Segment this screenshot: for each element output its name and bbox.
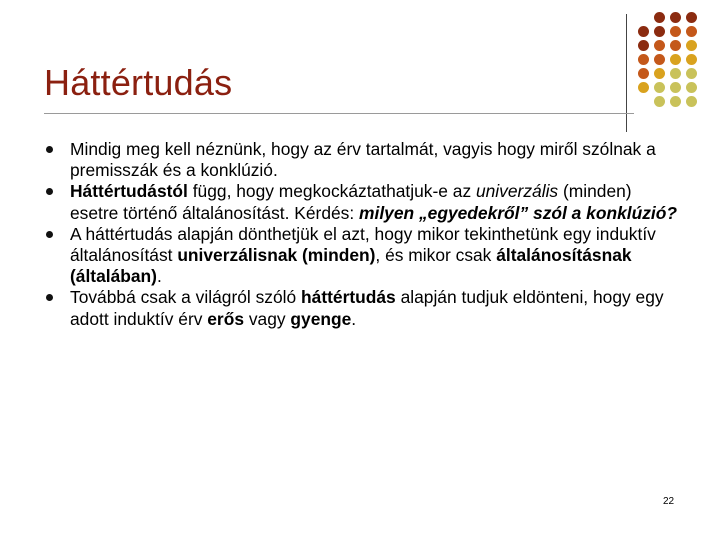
bullet-text-segment: Mindig meg kell néznünk, hogy az érv tartalmát, vagyis hogy miről szólnak a premisszák és a konklúzió. (70, 139, 656, 181)
bullet-marker-icon (46, 188, 53, 195)
bullet-text-segment: alapján tudjuk eldönteni, hogy egy adott induktív érv (70, 287, 664, 329)
decor-dot (654, 96, 665, 107)
decor-dot (670, 26, 681, 37)
decor-dot (670, 54, 681, 65)
decor-dot (654, 68, 665, 79)
decor-dot (654, 26, 665, 37)
bullet-item (44, 224, 684, 288)
decor-dot (686, 26, 697, 37)
decor-dot (686, 96, 697, 107)
bullet-text-segment: univerzális (475, 181, 559, 202)
decor-dot (670, 12, 681, 23)
decor-dot (686, 54, 697, 65)
decor-dot (686, 40, 697, 51)
bullet-text-segment: Továbbá csak a világról szóló (70, 287, 302, 308)
bullet-text-segment: Háttértudástól (70, 181, 188, 202)
page-number: 22 (663, 496, 675, 507)
decor-dot (670, 82, 681, 93)
decor-dot (638, 82, 649, 93)
decor-dot (638, 68, 649, 79)
decor-dot (670, 96, 681, 107)
decor-dot (654, 12, 665, 23)
decor-dot (686, 82, 697, 93)
decor-dot (686, 68, 697, 79)
slide-title: Háttértudás (44, 62, 233, 103)
bullet-text-segment: , és mikor csak (375, 245, 497, 266)
bullet-list (44, 139, 684, 330)
decor-vertical-line (626, 14, 627, 132)
bullet-text-segment: vagy (244, 308, 291, 329)
bullet-text-segment: gyenge (290, 308, 352, 329)
decor-dot (654, 54, 665, 65)
bullet-text-segment: általánosításnak (általában) (70, 245, 632, 287)
decor-dot (670, 68, 681, 79)
bullet-text-segment: milyen „egyedekről” szól a konklúzió? (359, 202, 677, 223)
title-divider (44, 113, 634, 114)
decor-dot (638, 40, 649, 51)
bullet-text-segment: . (156, 266, 162, 287)
decor-dot (654, 40, 665, 51)
bullet-item (44, 139, 684, 181)
bullet-marker-icon (46, 231, 53, 238)
bullet-text-segment: . (351, 308, 357, 329)
bullet-text-segment: (minden) esetre történő általánosítást. Kérdés: (70, 181, 632, 223)
decor-dot-grid (638, 12, 718, 112)
bullet-item (44, 181, 684, 223)
decor-dot (638, 26, 649, 37)
bullet-text-segment: A háttértudás alapján dönthetjük el azt, hogy mikor tekinthetünk egy induktív általánosítást (70, 223, 656, 266)
bullet-text-segment: univerzálisnak (minden) (177, 245, 376, 266)
bullet-text-segment: függ, hogy megkockáztathatjuk-e az (187, 181, 476, 202)
bullet-text-segment: erős (207, 308, 244, 329)
decor-dot (686, 12, 697, 23)
bullet-text-segment: háttértudás (301, 287, 396, 308)
decor-dot (638, 54, 649, 65)
bullet-marker-icon (46, 294, 53, 301)
bullet-marker-icon (46, 146, 53, 153)
bullet-item (44, 287, 684, 329)
decor-dot (654, 82, 665, 93)
decor-dot (670, 40, 681, 51)
